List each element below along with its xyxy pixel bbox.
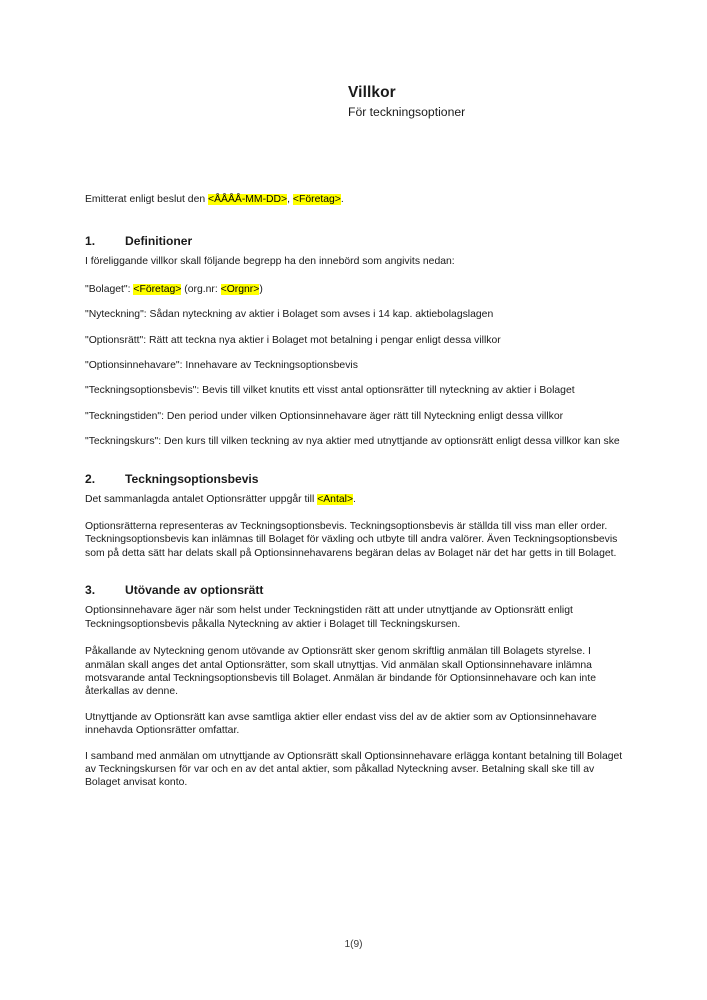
section-2-lead-prefix: Det sammanlagda antalet Optionsrätter uppgår till — [85, 493, 318, 505]
section-1-lead: I föreliggande villkor skall följande begrepp ha den innebörd som angivits nedan: — [85, 256, 455, 268]
section-3-paragraph-2: Utnyttjande av Optionsrätt kan avse samtliga aktier eller endast viss del av de aktier som av Optionsinnehavare innehavda Optionsrätter omfattar. — [85, 711, 597, 737]
section-3-lead: Optionsinnehavare äger när som helst under Teckningstiden rätt att under utnyttjande av Optionsrätt enligt Teckningsoptionsbevis påkalla Nyteckning av aktier i Bolaget till Teckningskursen. — [85, 605, 573, 630]
date-placeholder: <ÅÅÅÅ-MM-DD> — [208, 194, 288, 205]
section-2-title: Teckningsoptionsbevis — [125, 471, 259, 486]
section-2-lead-suffix: . — [353, 493, 356, 505]
company-placeholder: <Företag> — [292, 194, 341, 205]
section-1-heading — [85, 233, 623, 249]
emission-statement-prefix: Emitterat enligt beslut den — [85, 194, 209, 205]
section-1-number: 1. — [85, 234, 96, 249]
orgnr-placeholder: <Orgnr> — [220, 283, 260, 295]
section-2-lead — [85, 493, 623, 506]
section-teckningsoptionsbevis — [85, 471, 623, 561]
page-number: 1(9) — [344, 939, 363, 950]
document-title-block — [348, 84, 465, 120]
section-1-title: Definitioner — [125, 234, 193, 249]
definition-bolaget-middle: (org.nr: — [181, 283, 221, 295]
definition-teckningskurs: "Teckningskurs": Den kurs till vilken teckning av nya aktier med utnyttjande av optionsrätt enligt dessa villkor kan ske — [85, 436, 620, 448]
section-2-number: 2. — [85, 471, 96, 486]
section-definitioner — [85, 233, 623, 448]
section-2-heading — [85, 471, 623, 487]
emission-statement-suffix: . — [340, 194, 344, 205]
page-title: Villkor — [348, 84, 396, 101]
section-3-heading — [85, 582, 623, 598]
section-3-number: 3. — [85, 583, 96, 598]
section-3-paragraph-3: I samband med anmälan om utnyttjande av Optionsrätt skall Optionsinnehavare erlägga kontant betalning till Bolaget av Teckningskursen för var och en av det antal aktier, som påkallad Nyteckning avser. Betalning skall ske till av Bolaget anvisat konto. — [85, 750, 623, 789]
section-3-title: Utövande av optionsrätt — [125, 583, 264, 598]
section-3-paragraph-1: Påkallande av Nyteckning genom utövande av Optionsrätt sker genom skriftlig anmälan till Bolagets styrelse. I anmälan skall anges det antal Optionsrätter, som skall utnyttjas. Vid anmälan skall Optionsinnehavare inlämna motsvarande antal Teckningsoptionsbevis till Bolaget. Anmälan är bindande för Optionsinnehavare och kan inte återkallas av denne. — [85, 646, 597, 698]
definition-company-placeholder: <Företag> — [133, 283, 182, 295]
definition-bolaget — [85, 283, 623, 296]
definition-bolaget-suffix: ) — [259, 283, 263, 295]
page-subtitle: För teckningsoptioner — [348, 105, 466, 119]
definition-teckningsoptionsbevis: "Teckningsoptionsbevis": Bevis till vilket knutits ett visst antal optionsrätter till nyteckning av aktier i Bolaget — [85, 385, 575, 397]
definition-optionsinnehavare: "Optionsinnehavare": Innehavare av Teckningsoptionsbevis — [85, 360, 358, 372]
emission-statement — [85, 193, 623, 206]
amount-placeholder: <Antal> — [317, 493, 354, 505]
definition-optionsratt: "Optionsrätt": Rätt att teckna nya aktier i Bolaget mot betalning i pengar enligt dessa villkor — [85, 334, 501, 346]
definition-bolaget-prefix: "Bolaget": — [85, 283, 134, 295]
section-2-paragraph-1: Optionsrätterna representeras av Teckningsoptionsbevis. Teckningsoptionsbevis är ställda till viss man eller order. Teckningsoptionsbevis kan inlämnas till Bolaget för växling och utbyte till andra valörer. Även Teckningsoptionsbevis som på detta sätt har delats skall på Optionsinnehavarens begäran delas av Bolaget när det har getts in till Bolaget. — [85, 521, 618, 559]
definition-nyteckning: "Nyteckning": Sådan nyteckning av aktier i Bolaget som avses i 14 kap. aktiebolagslagen — [85, 309, 494, 321]
document-body — [85, 193, 623, 790]
page-footer — [0, 938, 707, 952]
definition-teckningstiden: "Teckningstiden": Den period under vilken Optionsinnehavare äger rätt till Nyteckning enligt dessa villkor — [85, 410, 564, 422]
section-utovande-av-optionsratt — [85, 582, 623, 789]
emission-statement-separator: , — [287, 194, 293, 205]
